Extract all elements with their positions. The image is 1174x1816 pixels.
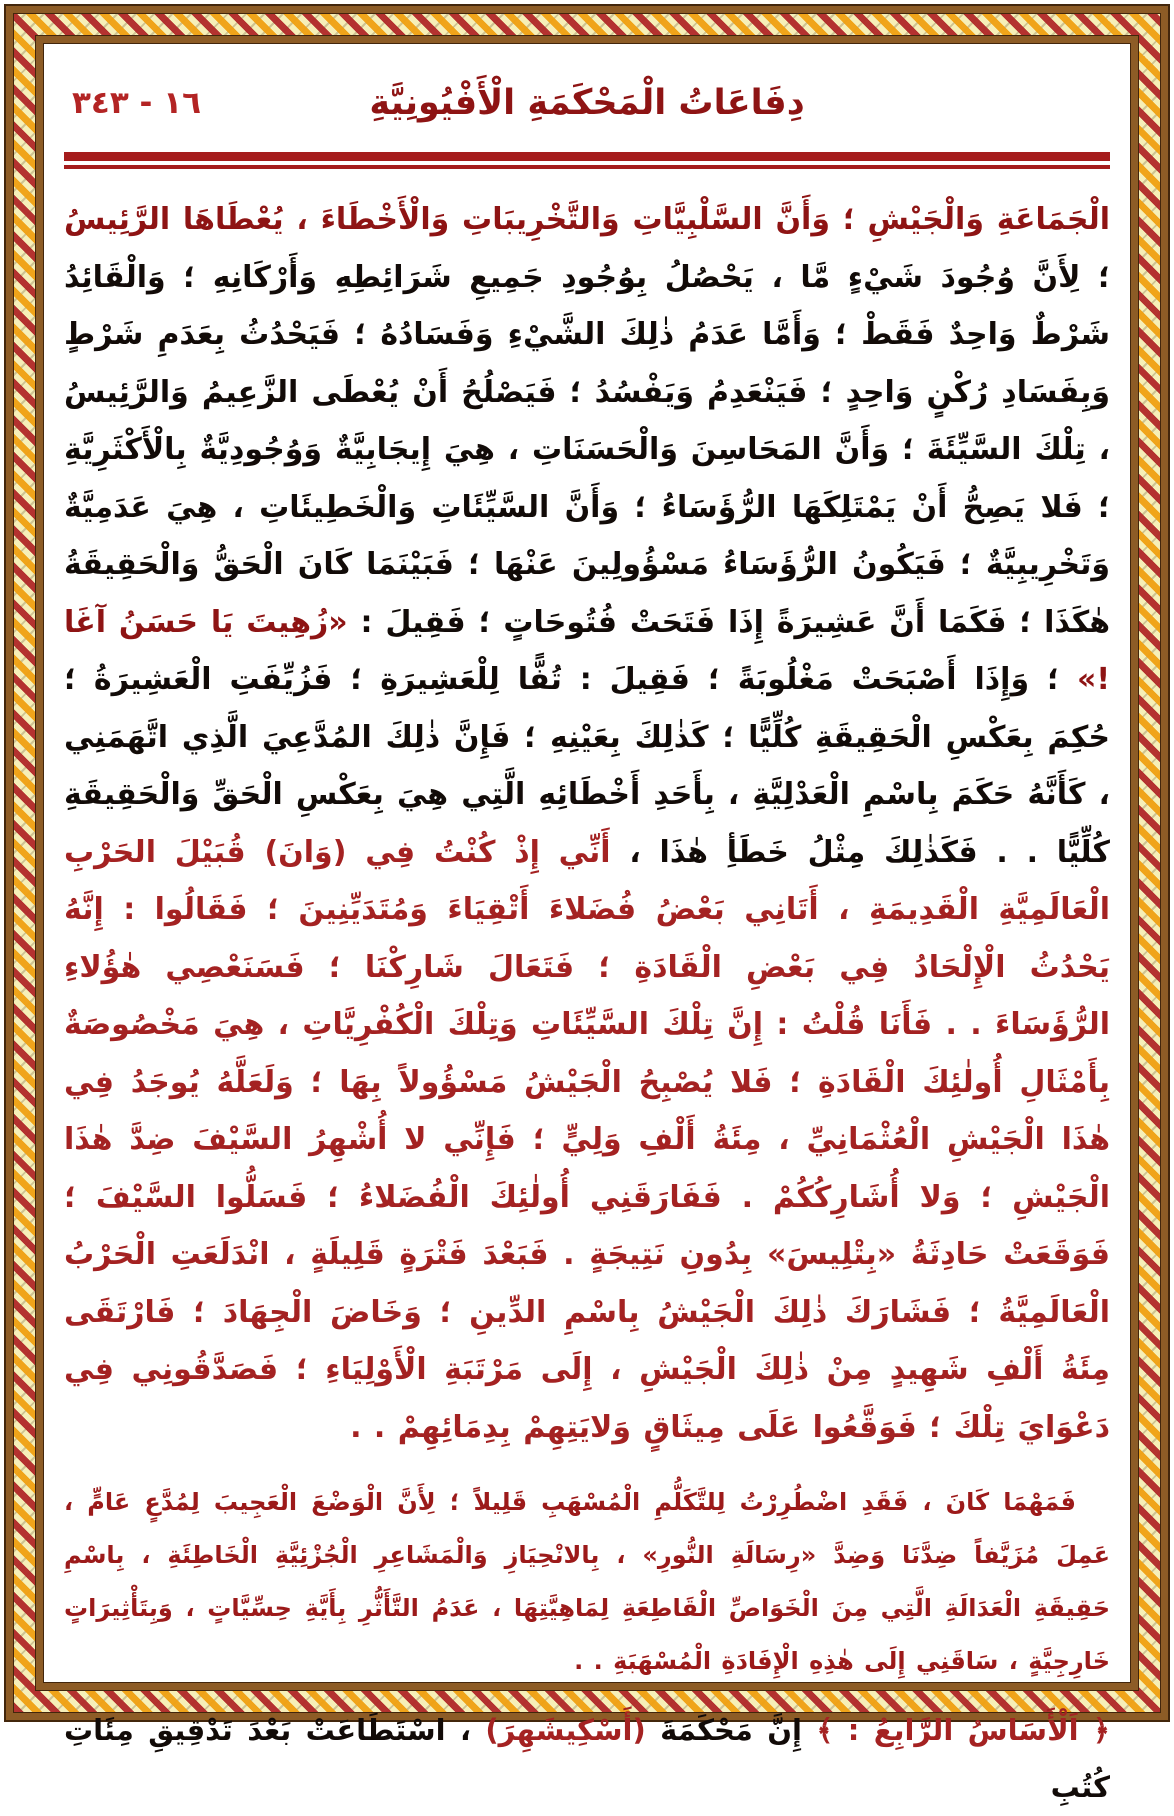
ornamental-border-inner — [35, 35, 1139, 1804]
text-segment-ornament: ﴾ — [801, 1713, 834, 1747]
ornamental-border-outer — [4, 4, 1170, 1804]
text-segment-maroon: «زُهِيتَ يَا حَسَنُ آغَا !» — [64, 604, 1110, 697]
text-segment-black: ؛ لِأَنَّ وُجُودَ شَيْءٍ مَّا ، يَحْصُلُ بِوُجُودِ جَمِيعِ شَرَائِطِهِ وَأَرْكَانِهِ ؛ وَالْقَائِدُ شَرْطٌ وَاحِدٌ فَقَطْ ؛ وَأَمَّا عَدَمُ ذٰلِكَ الشَّيْءِ وَفَسَادُهُ ؛ فَيَحْدُثُ بِعَدَمِ شَرْطٍ وَبِفَسَادِ رُكْنٍ وَاحِدٍ ؛ فَيَنْعَدِمُ وَيَفْسُدُ ؛ فَيَصْلُحُ أَنْ يُعْطَى الزَّعِيمُ وَالرَّئِيسُ ، تِلْكَ السَّيِّئَةَ ؛ وَأَنَّ المَحَاسِنَ وَالْحَسَنَاتِ ، هِيَ إِيجَابِيَّةٌ وَوُجُودِيَّةٌ بِالْأَكْثَرِيَّةِ ؛ فَلا يَصِحُّ أَنْ يَمْتَلِكَهَا الرُّؤَسَاءُ ؛ وَأَنَّ السَّيِّئَاتِ وَالْخَطِيئَاتِ ، هِيَ عَدَمِيَّةٌ وَتَخْرِيبِيَّةٌ ؛ فَيَكُونُ الرُّؤَسَاءُ مَسْؤُولِينَ عَنْهَا ؛ فَبَيْنَمَا كَانَ الْحَقُّ وَالْحَقِيقَةُ هٰكَذَا ؛ فَكَمَا أَنَّ عَشِيرَةً إِذَا فَتَحَتْ فُتُوحَاتٍ ؛ فَقِيلَ : — [64, 259, 1111, 640]
text-segment-ornament: ﴿ — [1078, 1713, 1111, 1747]
page-number: ١٦ - ٣٤٣ — [72, 85, 202, 121]
page-title: دِفَاعَاتُ الْمَحْكَمَةِ الْأَفْيُونِيَّةِ — [369, 83, 805, 123]
text-segment-red: اَلْأَسَاسُ الرَّابِعُ : — [833, 1713, 1079, 1747]
text-segment-black: ، اسْتَطَاعَتْ بَعْدَ تَدْقِيقِ مِئَاتِ كُتُبِ — [64, 1713, 1110, 1804]
small-red-paragraph: فَمَهْمَا كَانَ ، فَقَدِ اضْطُرِرْتُ لِلتَّكَلُّمِ الْمُسْهَبِ قَلِيلاً ؛ لِأَنَّ الْوَضْعَ الْعَجِيبَ لِمُدَّعٍ عَامٍّ ، عَمِلَ مُزَيَّفاً ضِدَّنَا وَضِدَّ «رِسَالَةِ النُّورِ» ، بِالانْحِيَازِ وَالْمَشَاعِرِ الْجُزْئِيَّةِ الْخَاطِئَةِ ، بِاسْمِ حَقِيقَةِ الْعَدَالَةِ الَّتِي مِنَ الْخَوَاصِّ الْقَاطِعَةِ لِمَاهِيَّتِهَا ، عَدَمُ التَّأَثُّرِ بِأَيَّةِ حِسِّيَّاتٍ ، وَبِتَأْثِيرَاتٍ خَارِجِيَّةٍ ، سَاقَنِي إِلَى هٰذِهِ الْإِفَادَةِ الْمُسْهَبَةِ . . — [64, 1488, 1110, 1675]
fourth-basis-paragraph — [64, 1702, 1110, 1816]
page-content — [43, 43, 1131, 1804]
page-header — [64, 72, 1110, 138]
main-paragraph — [64, 191, 1110, 1456]
text-segment-black: ؛ وَإِذَا أَصْبَحَتْ مَغْلُوبَةً ؛ فَقِيلَ : تُفًّا لِلْعَشِيرَةِ ؛ فَزُيِّفَتِ الْعَشِيرَةُ ؛ حُكِمَ بِعَكْسِ الْحَقِيقَةِ كُلِّيًّا ؛ كَذٰلِكَ بِعَيْنِهِ ؛ فَإِنَّ ذٰلِكَ المُدَّعِيَ الَّذِي اتَّهَمَنِي ، كَأَنَّهُ حَكَمَ بِاسْمِ الْعَدْلِيَّةِ ، بِأَحَدِ أَخْطَائِهِ الَّتِي هِيَ بِعَكْسِ الْحَقِّ وَالْحَقِيقَةِ كُلِّيًّا . . فَكَذٰلِكَ مِثْلُ خَطَأِ هٰذَا ، — [64, 662, 1111, 870]
header-divider-rule — [64, 152, 1110, 169]
ornamental-border-chain — [13, 13, 1161, 1804]
text-segment-maroon: الْجَمَاعَةِ وَالْجَيْشِ ؛ وَأَنَّ السَّلْبِيَّاتِ وَالتَّخْرِيبَاتِ وَالْأَخْطَاءَ ، يُعْطَاهَا الرَّئِيسُ — [64, 202, 1110, 237]
text-segment-red: (أَسْكِيشَهِرَ) — [485, 1713, 646, 1747]
text-segment-red: أَنِّي إِذْ كُنْتُ فِي (وَانَ) قُبَيْلَ الحَرْبِ الْعَالَمِيَّةِ الْقَدِيمَةِ ، أَتَانِي بَعْضُ فُضَلاءَ أَتْقِيَاءَ وَمُتَدَيِّنِينَ ؛ فَقَالُوا : إِنَّهُ يَحْدُثُ الْإِلْحَادُ فِي بَعْضِ الْقَادَةِ ؛ فَتَعَالَ شَارِكْنَا ؛ فَسَنَعْصِي هٰؤُلاءِ الرُّؤَسَاءَ . . فَأَنَا قُلْتُ : إِنَّ تِلْكَ السَّيِّئَاتِ وَتِلْكَ الْكُفْرِيَّاتِ ، هِيَ مَخْصُوصَةٌ بِأَمْثَالِ أُولٰئِكَ الْقَادَةِ ؛ فَلا يُصْبِحُ الْجَيْشُ مَسْؤُولاً بِهَا ؛ وَلَعَلَّهُ يُوجَدُ فِي هٰذَا الْجَيْشِ الْعُثْمَانِيِّ ، مِئَةُ أَلْفِ وَلِيٍّ ؛ فَإِنِّي لا أُشْهِرُ السَّيْفَ ضِدَّ هٰذَا الْجَيْشِ ؛ وَلا أُشَارِكُكُمْ . فَفَارَقَنِي أُولٰئِكَ الْفُضَلاءُ ؛ فَسَلُّوا السَّيْفَ ؛ فَوَقَعَتْ حَادِثَةُ «بِتْلِيسَ» بِدُونِ نَتِيجَةٍ . فَبَعْدَ فَتْرَةٍ قَلِيلَةٍ ، انْدَلَعَتِ الْحَرْبُ الْعَالَمِيَّةُ ؛ فَشَارَكَ ذٰلِكَ الْجَيْشُ بِاسْمِ الدِّينِ ؛ وَخَاضَ الْجِهَادَ ؛ فَارْتَقَى مِئَةُ أَلْفِ شَهِيدٍ مِنْ ذٰلِكَ الْجَيْشِ ، إِلَى مَرْتَبَةِ الْأَوْلِيَاءِ ؛ فَصَدَّقُونِي فِي دَعْوَايَ تِلْكَ ؛ فَوَقَّعُوا عَلَى مِيثَاقٍ وَلايَتِهِمْ بِدِمَائِهِمْ . . — [64, 834, 1110, 1445]
text-segment-black: إِنَّ مَحْكَمَةَ — [645, 1713, 802, 1747]
